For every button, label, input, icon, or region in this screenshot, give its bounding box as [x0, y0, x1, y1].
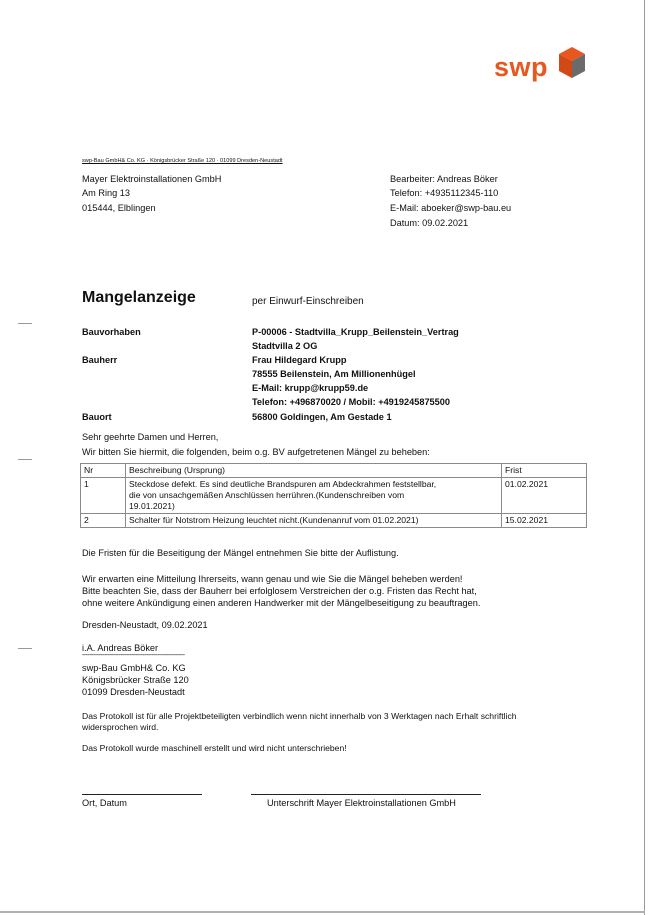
cube-icon	[557, 45, 587, 81]
row-description-line: Schalter für Notstrom Heizung leuchtet nicht.(Kundenanruf vom 01.02.2021)	[129, 515, 419, 525]
col-header-description: Beschreibung (Ursprung)	[126, 464, 502, 478]
contact-email: E-Mail: aboeker@swp-bau.eu	[390, 203, 512, 213]
delivery-method: per Einwurf-Einschreiben	[252, 296, 364, 307]
company-street: Königsbrücker Straße 120	[82, 675, 189, 685]
page-title: Mangelanzeige	[82, 289, 196, 306]
page-right-edge	[644, 0, 645, 915]
fristen-text: Die Fristen für die Beseitigung der Mängel entnehmen Sie bitte der Auflistung.	[82, 548, 399, 558]
signature-line-left	[82, 794, 202, 795]
place-date: Dresden-Neustadt, 09.02.2021	[82, 620, 208, 630]
recipient-name: Mayer Elektroinstallationen GmbH	[82, 174, 222, 184]
row-description-line: die von unsachgemäßen Anschlüssen herrühren.(Kundenschreiben vom	[129, 490, 405, 500]
protocol-line: Das Protokoll ist für alle Projektbeteiligten verbindlich wenn nicht innerhalb von 3 Werktagen nach Erhalt schriftlich	[82, 711, 517, 721]
table-row	[81, 514, 587, 528]
row-description	[126, 478, 502, 514]
row-frist: 01.02.2021	[502, 478, 587, 514]
row-nr: 2	[81, 514, 126, 528]
protocol-line: Das Protokoll wurde maschinell erstellt und wird nicht unterschrieben!	[82, 743, 347, 753]
bauvorhaben-value-2: Stadtvilla 2 OG	[252, 341, 318, 351]
contact-datum: Datum: 09.02.2021	[390, 218, 469, 228]
bauherr-phone: Telefon: +496870020 / Mobil: +4919245875500	[252, 397, 450, 407]
signature-label-right: Unterschrift Mayer Elektroinstallationen GmbH	[267, 798, 456, 808]
table-row	[81, 478, 587, 514]
row-nr: 1	[81, 478, 126, 514]
bauvorhaben-value: P-00006 - Stadtvilla_Krupp_Beilenstein_Vertrag	[252, 327, 459, 337]
bauort-value: 56800 Goldingen, Am Gestade 1	[252, 412, 392, 422]
col-header-frist: Frist	[502, 464, 587, 478]
table-header-row	[81, 464, 587, 478]
paragraph-line: Bitte beachten Sie, dass der Bauherr bei erfolglosem Verstreichen der o.g. Fristen das Recht hat,	[82, 586, 477, 596]
defects-table	[80, 463, 587, 528]
row-frist: 15.02.2021	[502, 514, 587, 528]
fold-mark	[18, 648, 32, 649]
logo-text: swp	[494, 52, 549, 82]
signature-line-right	[251, 794, 481, 795]
company-name: swp-Bau GmbH& Co. KG	[82, 663, 186, 673]
bauvorhaben-label: Bauvorhaben	[82, 327, 141, 337]
sender-line: swp-Bau GmbH& Co. KG · Königsbrücker Straße 120 · 01099 Dresden-Neustadt	[82, 158, 283, 164]
contact-telefon: Telefon: +4935112345-110	[390, 188, 499, 198]
intro-text: Wir bitten Sie hiermit, die folgenden, beim o.g. BV aufgetretenen Mängel zu beheben:	[82, 447, 430, 457]
recipient-street: Am Ring 13	[82, 188, 131, 198]
signer-dashes: --------------------------------------------------------	[82, 652, 185, 659]
signature-label-left: Ort, Datum	[82, 798, 127, 808]
salutation: Sehr geehrte Damen und Herren,	[82, 432, 219, 442]
fold-mark	[18, 323, 32, 324]
paragraph-line: Wir erwarten eine Mitteilung Ihrerseits, wann genau und wie Sie die Mängel beheben werden!	[82, 574, 463, 584]
row-description	[126, 514, 502, 528]
protocol-line: widersprochen wird.	[82, 722, 159, 732]
bauherr-address: 78555 Beilenstein, Am Millionenhügel	[252, 369, 416, 379]
page-bottom-edge	[0, 911, 645, 913]
recipient-city: 015444, Elblingen	[82, 203, 156, 213]
bauort-label: Bauort	[82, 412, 112, 422]
paragraph-line: ohne weitere Ankündigung einen anderen Handwerker mit der Mängelbeseitigung zu beauftragen.	[82, 598, 481, 608]
row-description-line: 19.01.2021)	[129, 501, 175, 511]
bauherr-label: Bauherr	[82, 355, 118, 365]
row-description-line: Steckdose defekt. Es sind deutliche Brandspuren am Abdeckrahmen feststellbar,	[129, 479, 437, 489]
bauherr-name: Frau Hildegard Krupp	[252, 355, 347, 365]
fold-mark	[18, 459, 32, 460]
company-logo	[494, 42, 588, 90]
signer-name: i.A. Andreas Böker	[82, 643, 159, 653]
contact-bearbeiter: Bearbeiter: Andreas Böker	[390, 174, 498, 184]
company-city: 01099 Dresden-Neustadt	[82, 687, 185, 697]
bauherr-email: E-Mail: krupp@krupp59.de	[252, 383, 369, 393]
col-header-nr: Nr	[81, 464, 126, 478]
